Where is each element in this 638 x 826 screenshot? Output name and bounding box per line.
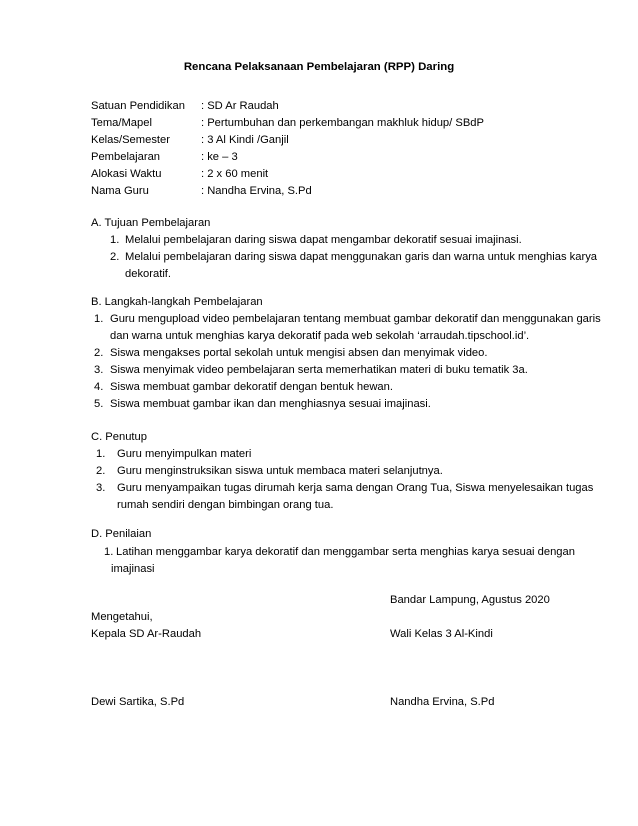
list-number: 1.	[96, 448, 106, 460]
list-number: 4.	[94, 381, 104, 393]
list-text: Guru menyampaikan tugas dirumah kerja sama dengan Orang Tua, Siswa menyelesaikan tugas	[117, 482, 594, 494]
list-number: 3.	[96, 482, 106, 494]
list-text: Melalui pembelajaran daring siswa dapat menggunakan garis dan warna untuk menghias karya	[125, 251, 598, 263]
list-number: 2.	[96, 465, 106, 477]
info-value: : Pertumbuhan dan perkembangan makhluk hidup/ SBdP	[201, 117, 484, 129]
info-value: : SD Ar Raudah	[201, 100, 279, 112]
list-text: Melalui pembelajaran daring siswa dapat mengambar dekoratif sesuai imajinasi.	[125, 234, 522, 246]
list-number: 2.	[94, 347, 104, 359]
list-text: Siswa menyimak video pembelajaran serta memerhatikan materi di buku tematik 3a.	[110, 364, 528, 376]
list-text-continued: dekoratif.	[125, 268, 172, 280]
info-label: Pembelajaran	[91, 151, 161, 163]
principal-name: Dewi Sartika, S.Pd	[91, 696, 185, 708]
list-text-continued: rumah sendiri dengan bimbingan orang tua.	[117, 499, 334, 511]
teacher-name: Nandha Ervina, S.Pd	[390, 696, 495, 708]
list-number: 5.	[94, 398, 104, 410]
homeroom-teacher-title: Wali Kelas 3 Al-Kindi	[390, 628, 493, 640]
list-number: 1.	[110, 234, 120, 246]
section-heading-penilaian: D. Penilaian	[91, 528, 152, 540]
list-text: Siswa membuat gambar ikan dan menghiasnya sesuai imajinasi.	[110, 398, 431, 410]
document-title: Rencana Pelaksanaan Pembelajaran (RPP) Daring	[183, 61, 455, 73]
acknowledgement-label: Mengetahui,	[91, 611, 153, 623]
list-text: Siswa membuat gambar dekoratif dengan bentuk hewan.	[110, 381, 393, 393]
info-label: Satuan Pendidikan	[91, 100, 185, 112]
list-text: Guru menginstruksikan siswa untuk membaca materi selanjutnya.	[117, 465, 443, 477]
list-number: 2.	[110, 251, 120, 263]
info-label: Tema/Mapel	[91, 117, 152, 129]
list-number: 1.	[94, 313, 104, 325]
list-text: Guru menyimpulkan materi	[117, 448, 252, 460]
info-value: : ke – 3	[201, 151, 238, 163]
section-heading-tujuan: A. Tujuan Pembelajaran	[91, 217, 211, 229]
info-value: : Nandha Ervina, S.Pd	[201, 185, 312, 197]
section-heading-langkah: B. Langkah-langkah Pembelajaran	[91, 296, 263, 308]
info-value: : 3 Al Kindi /Ganjil	[201, 134, 289, 146]
principal-title: Kepala SD Ar-Raudah	[91, 628, 202, 640]
list-text: Guru mengupload video pembelajaran tentang membuat gambar dekoratif dan menggunakan garis	[110, 313, 601, 325]
info-label: Kelas/Semester	[91, 134, 170, 146]
list-text: Siswa mengakses portal sekolah untuk mengisi absen dan menyimak video.	[110, 347, 488, 359]
list-text-continued: imajinasi	[111, 563, 155, 575]
info-value: : 2 x 60 menit	[201, 168, 269, 180]
list-text-continued: dan warna untuk menghias karya dekoratif pada web sekolah ‘arraudah.tipschool.id’.	[110, 330, 530, 342]
list-number: 3.	[94, 364, 104, 376]
place-date: Bandar Lampung, Agustus 2020	[390, 594, 550, 606]
info-label: Nama Guru	[91, 185, 149, 197]
section-heading-penutup: C. Penutup	[91, 431, 147, 443]
list-number: 1.	[104, 546, 114, 558]
list-text: Latihan menggambar karya dekoratif dan menggambar serta menghias karya sesuai dengan	[116, 546, 575, 558]
info-label: Alokasi Waktu	[91, 168, 162, 180]
